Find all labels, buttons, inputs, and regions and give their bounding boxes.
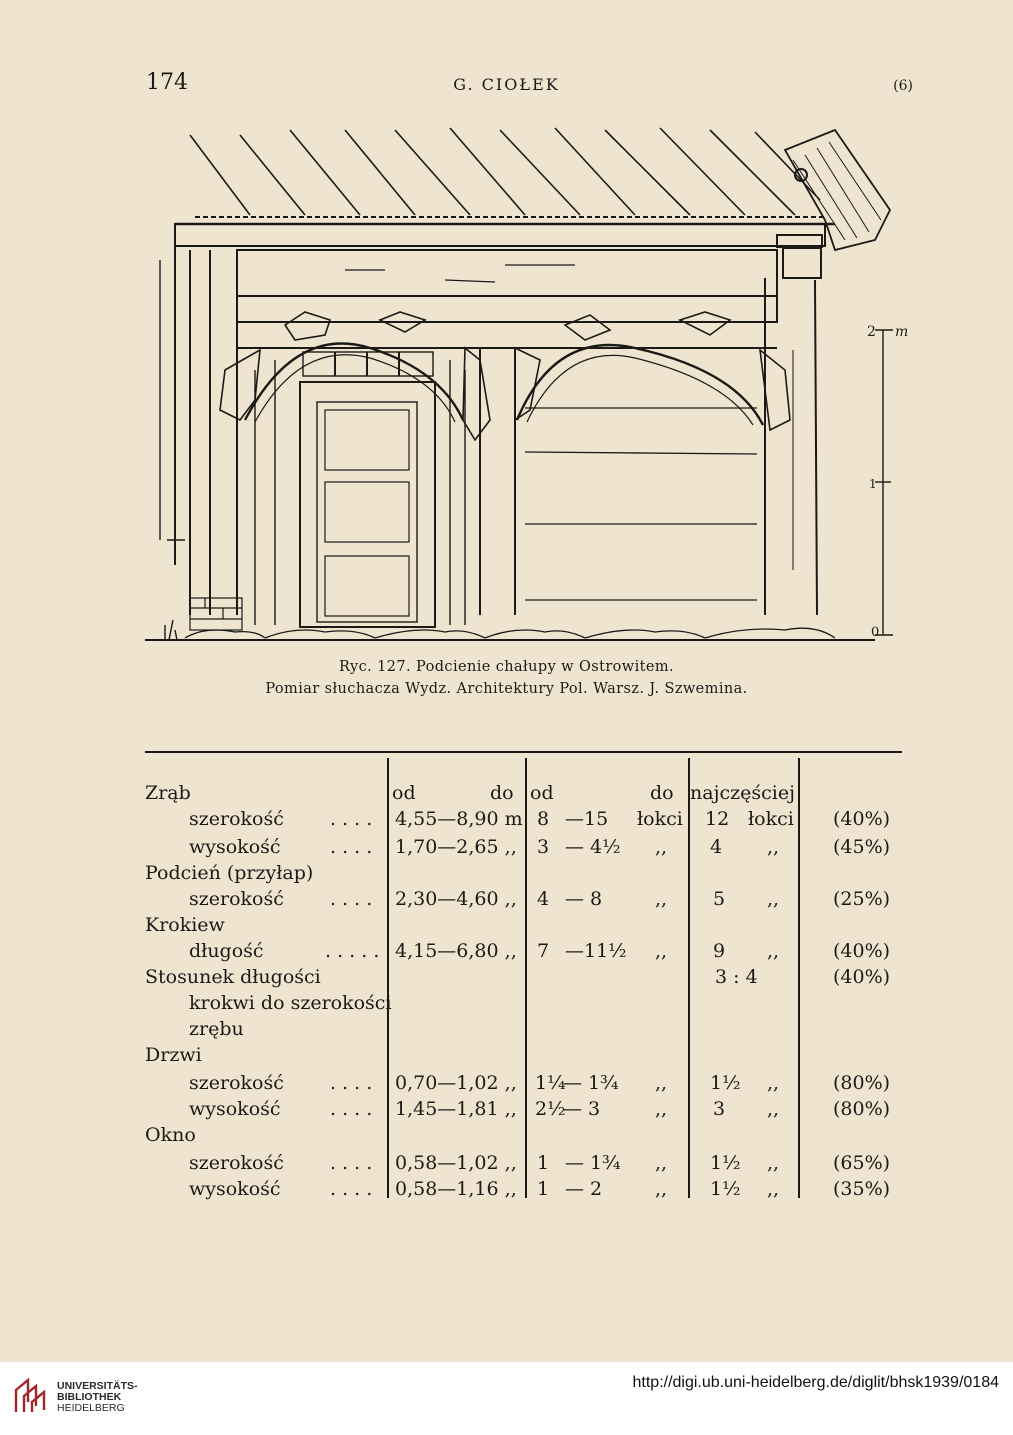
table-row: szerokość . . . . 2,30—4,60 ,, 4 — 8 ,, 5 ,, (25%) <box>189 888 891 910</box>
table-row: wysokość . . . . 1,45—1,81 ,, 2½ — 3 ,, 3 ,, (80%) <box>189 1098 891 1120</box>
figure-caption-line2: Pomiar słuchacza Wydz. Architektury Pol. Warsz. J. Szwemina. <box>265 681 748 697</box>
table-row: Stosunek długości 3 : 4 (40%) <box>145 966 891 988</box>
table-row: zrębu <box>189 1018 244 1040</box>
section-number: (6) <box>893 78 913 94</box>
header-do-lokci: do <box>650 782 674 804</box>
roof-boards <box>190 128 820 215</box>
table-header-row <box>145 782 905 808</box>
table-row: Krokiew <box>145 914 225 936</box>
scale-label-0: 0 <box>871 625 880 640</box>
scale-label-2: 2 <box>867 324 876 340</box>
page-number: 174 <box>146 70 188 95</box>
figure-caption-line1: Ryc. 127. Podcienie chałupy w Ostrowitem. <box>338 659 675 675</box>
table-row: Okno <box>145 1124 196 1146</box>
header-label: Zrąb <box>145 782 191 804</box>
running-author: G. CIOŁEK <box>453 75 560 94</box>
library-logo-icon <box>12 1376 52 1416</box>
header-od-m: od <box>392 782 416 804</box>
table-row: krokwi do szerokości <box>189 992 392 1014</box>
porch-drawing <box>145 120 915 650</box>
table-top-rule <box>145 751 902 753</box>
table-row: szerokość . . . . 0,70—1,02 ,, 1¼ — 1¾ ,, 1½ ,, (80%) <box>189 1072 891 1094</box>
scale-unit: m <box>895 324 909 340</box>
permalink-url[interactable]: http://digi.ub.uni-heidelberg.de/diglit/bhsk1939/0184 <box>632 1374 999 1391</box>
library-logo-text: UNIVERSITÄTS- BIBLIOTHEK HEIDELBERG <box>57 1380 138 1414</box>
table-row: Podcień (przyłap) <box>145 862 314 884</box>
header-najczesciej: najczęściej <box>690 782 795 804</box>
scale-label-1: 1 <box>869 477 877 491</box>
table-row: szerokość . . . . 4,55—8,90 m 8 —15 łokci 12 łokci (40%) <box>189 808 891 830</box>
header-od-lokci: od <box>530 782 554 804</box>
viewer-footer <box>0 1362 1013 1435</box>
table-row: długość . . . . . 4,15—6,80 ,, 7 —11½ ,, 9 ,, (40%) <box>189 940 891 962</box>
table-row: wysokość . . . . 0,58—1,16 ,, 1 — 2 ,, 1½ ,, (35%) <box>189 1178 891 1200</box>
table-row: Drzwi <box>145 1044 202 1066</box>
table-row: szerokość . . . . 0,58—1,02 ,, 1 — 1¾ ,, 1½ ,, (65%) <box>189 1152 891 1174</box>
table-row: wysokość . . . . 1,70—2,65 ,, 3 — 4½ ,, 4 ,, (45%) <box>189 836 891 858</box>
header-do-m: do <box>490 782 514 804</box>
scale-bar <box>875 330 893 635</box>
